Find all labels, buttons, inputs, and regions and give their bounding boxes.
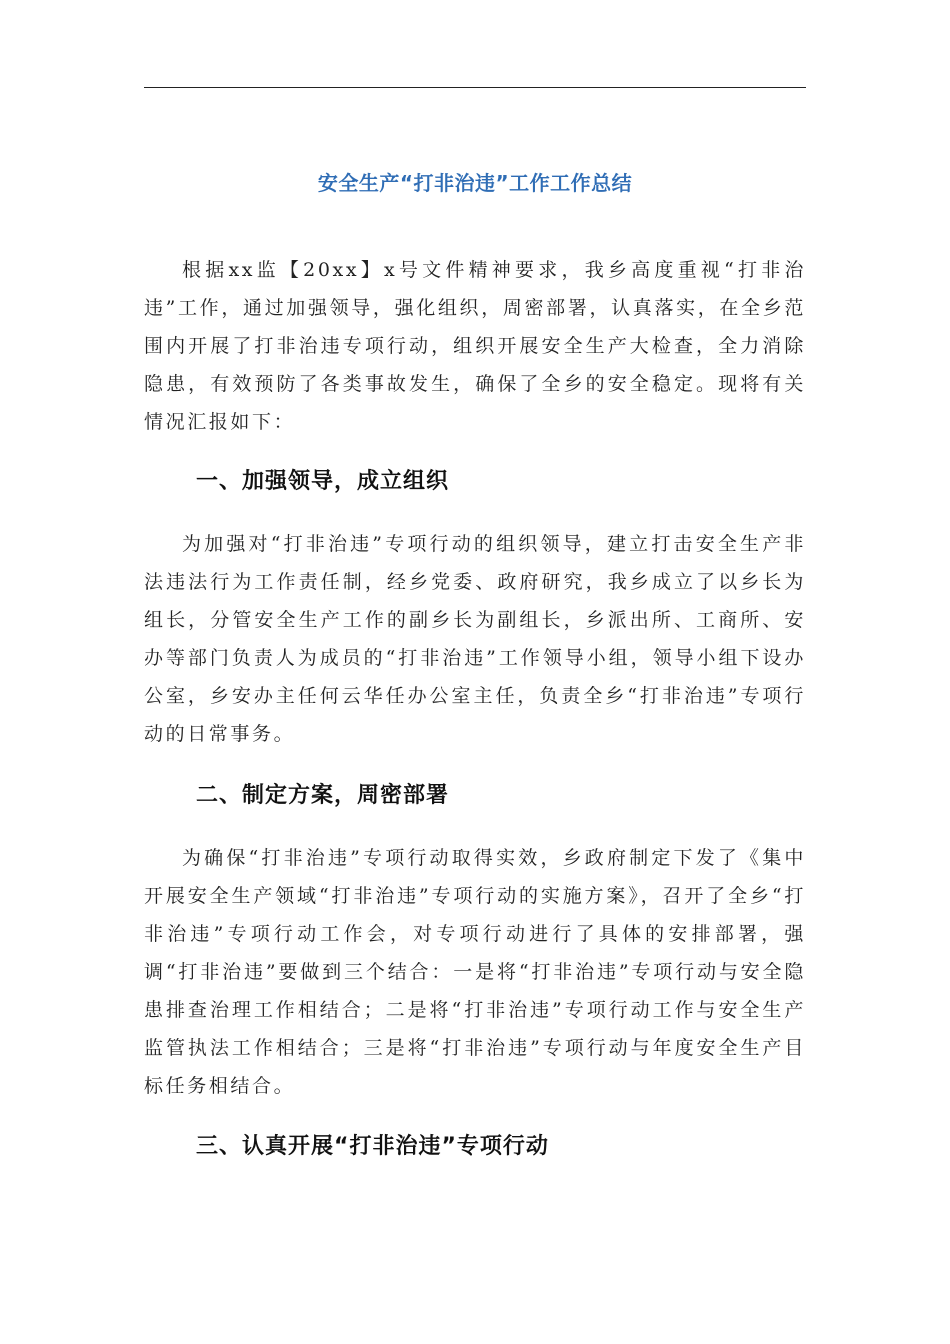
section-body-2: 为确保“打非治违”专项行动取得实效，乡政府制定下发了《集中开展安全生产领域“打非治违”专项行动的实施方案》，召开了全乡“打非治违”专项行动工作会，对专项行动进行了具体的安排部署，强调“打非治违”要做到三个结合：一是将“打非治违”专项行动与安全隐患排查治理工作相结合；二是将“打非治违”专项行动工作与安全生产监管执法工作相结合；三是将“打非治违”专项行动与年度安全生产目标任务相结合。 xyxy=(144,847,806,1097)
section-heading-1: 一、加强领导，成立组织 xyxy=(196,469,450,494)
document-title: 安全生产“打非治违”工作工作总结 xyxy=(317,171,633,195)
section-body-1: 为加强对“打非治违”专项行动的组织领导，建立打击安全生产非法违法行为工作责任制，经乡党委、政府研究，我乡成立了以乡长为组长，分管安全生产工作的副乡长为副组长，乡派出所、工商所、安办等部门负责人为成员的“打非治违”工作领导小组，领导小组下设办公室，乡安办主任何云华任办公室主任，负责全乡“打非治违”专项行动的日常事务。 xyxy=(144,533,806,745)
section-heading-2: 二、制定方案，周密部署 xyxy=(196,783,450,808)
intro-paragraph: 根据xx监【20xx】x号文件精神要求，我乡高度重视“打非治违”工作，通过加强领导，强化组织，周密部署，认真落实，在全乡范围内开展了打非治违专项行动，组织开展安全生产大检查，全力消除隐患，有效预防了各类事故发生，确保了全乡的安全稳定。现将有关情况汇报如下： xyxy=(144,259,806,433)
section-heading-3: 三、认真开展“打非治违”专项行动 xyxy=(196,1134,549,1159)
header-rule xyxy=(144,87,806,88)
